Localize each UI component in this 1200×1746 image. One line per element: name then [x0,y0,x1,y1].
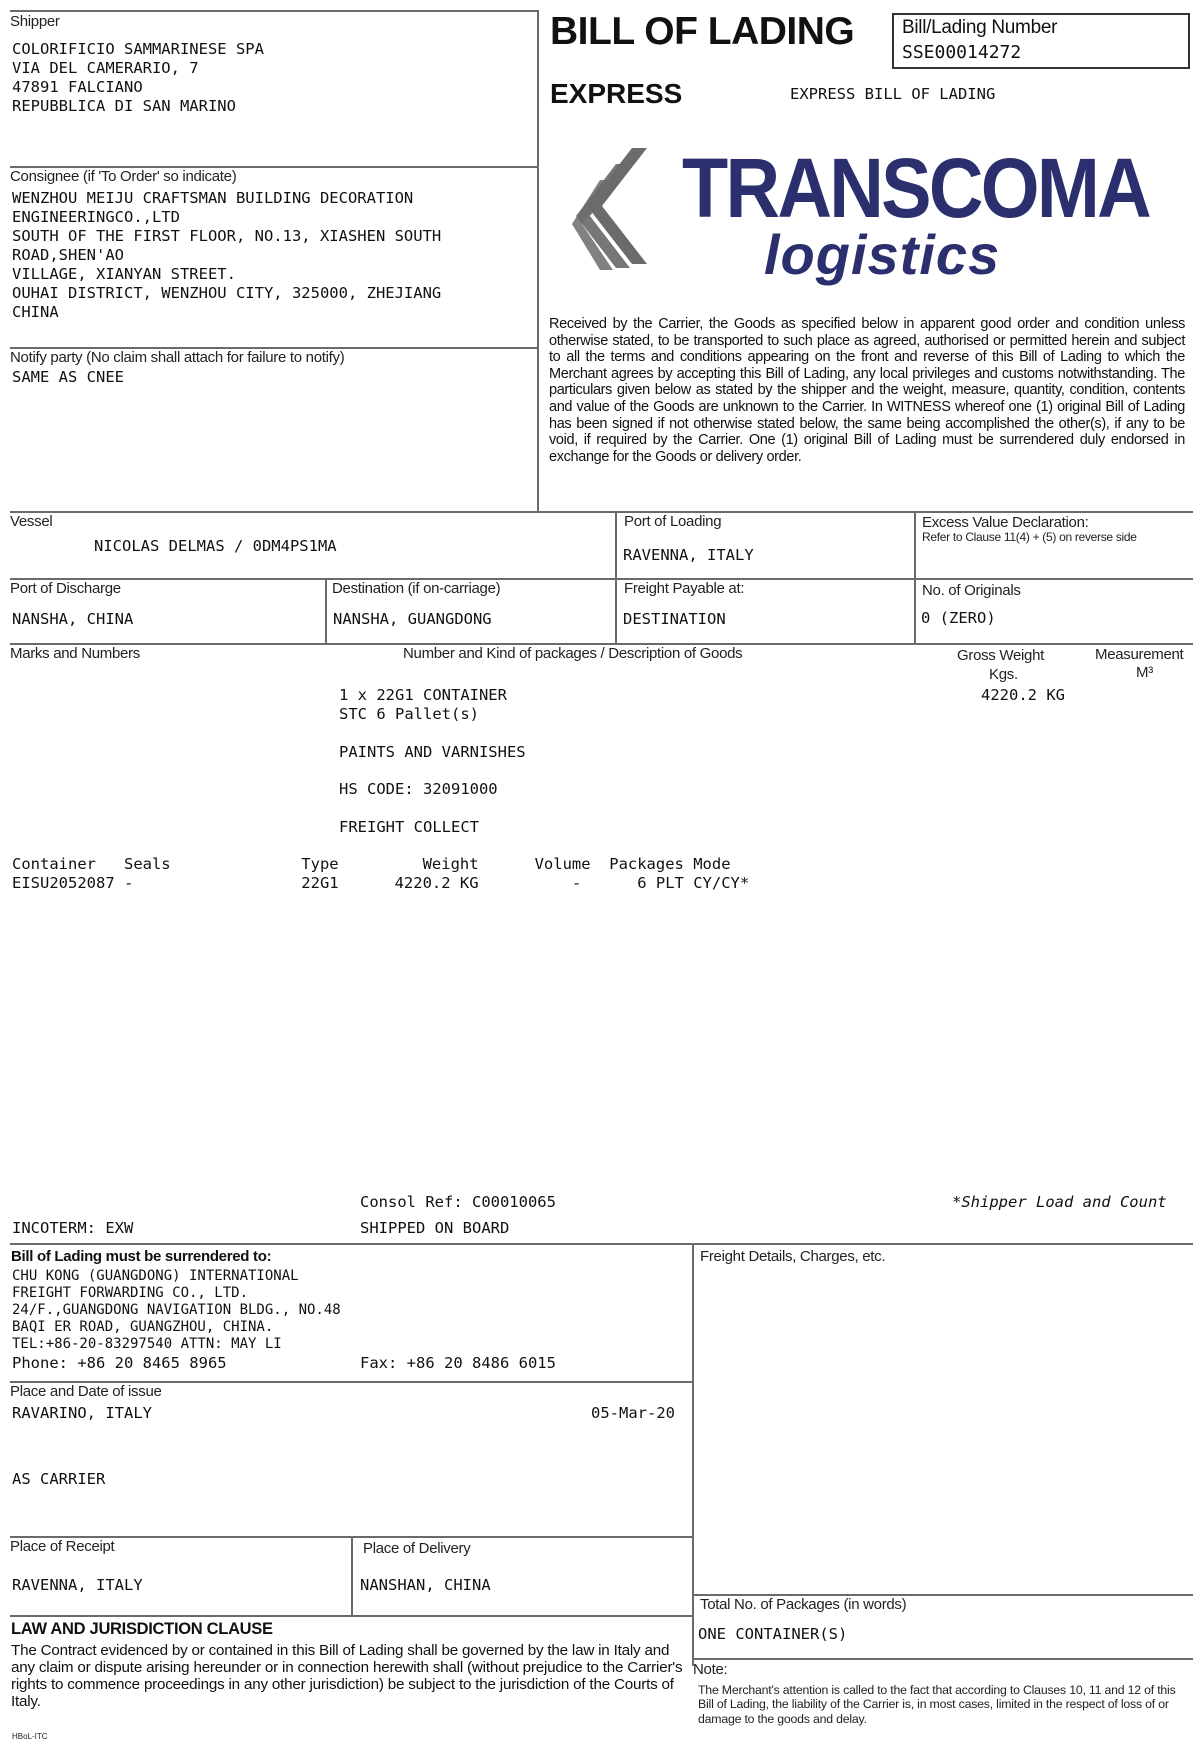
place-of-receipt-label: Place of Receipt [10,1538,115,1555]
divider [692,1658,1193,1660]
measurement-label: Measurement [1095,646,1184,663]
destination-label: Destination (if on-carriage) [332,580,501,597]
surrender-line: 24/F.,GUANGDONG NAVIGATION BLDG., NO.48 [12,1302,341,1318]
divider [537,10,539,512]
consignee-line: SOUTH OF THE FIRST FLOOR, NO.13, XIASHEN SOUTH [12,227,442,245]
logo-tagline: logistics [764,223,1001,286]
place-of-receipt-value: RAVENNA, ITALY [12,1576,143,1594]
incoterm: INCOTERM: EXW [12,1219,134,1237]
divider [10,1243,1193,1245]
vessel-value: NICOLAS DELMAS / 0DM4PS1MA [94,537,337,555]
excess-value-note: Refer to Clause 11(4) + (5) on reverse side [922,530,1137,544]
surrender-line: FREIGHT FORWARDING CO., LTD. [12,1285,249,1301]
total-packages-label: Total No. of Packages (in words) [700,1596,907,1613]
place-of-delivery-value: NANSHAN, CHINA [360,1576,491,1594]
form-code: HBoL-ITC [12,1732,48,1741]
kgs-label: Kgs. [989,666,1018,683]
divider [351,1536,353,1616]
excess-value-label: Excess Value Declaration: [922,514,1089,531]
divider [10,1615,693,1617]
bl-number: SSE00014272 [902,42,1022,63]
shipped-on-board: SHIPPED ON BOARD [360,1219,510,1237]
issue-place: RAVARINO, ITALY [12,1404,152,1422]
law-text: The Contract evidenced by or contained in this Bill of Lading shall be governed by the law in Italy and any claim or dispute arising hereunder or in connection herewith shall (without prejudice to the Carrier's rights to commence proceedings in any other jurisdiction) be subject to the jurisdiction of the Courts of Italy. [11,1642,683,1710]
note-label: Note: [693,1661,728,1678]
total-packages-value: ONE CONTAINER(S) [698,1625,848,1643]
port-of-discharge-value: NANSHA, CHINA [12,610,134,628]
divider [692,1243,694,1666]
surrender-fax: Fax: +86 20 8486 6015 [360,1354,556,1372]
goods-line: 1 x 22G1 CONTAINER [339,686,507,704]
surrender-label: Bill of Lading must be surrendered to: [11,1248,272,1265]
consignee-line: VILLAGE, XIANYAN STREET. [12,265,236,283]
express-text: EXPRESS BILL OF LADING [790,85,996,103]
divider [10,578,1193,580]
surrender-line: CHU KONG (GUANGDONG) INTERNATIONAL [12,1268,299,1284]
goods-line: HS CODE: 32091000 [339,780,498,798]
surrender-line: TEL:+86-20-83297540 ATTN: MAY LI [12,1336,282,1352]
freight-payable-label: Freight Payable at: [624,580,745,597]
shipper-line: COLORIFICIO SAMMARINESE SPA [12,40,264,58]
vessel-label: Vessel [10,513,53,530]
consignee-line: OUHAI DISTRICT, WENZHOU CITY, 325000, ZHEJIANG [12,284,442,302]
description-label: Number and Kind of packages / Description of Goods [403,645,743,662]
divider [10,10,538,12]
consignee-line: CHINA [12,303,59,321]
shipper-line: REPUBBLICA DI SAN MARINO [12,97,236,115]
gross-weight-value: 4220.2 KG [981,686,1065,704]
as-carrier: AS CARRIER [12,1470,106,1488]
consignee-line: WENZHOU MEIJU CRAFTSMAN BUILDING DECORATION [12,189,414,207]
document-title: BILL OF LADING [550,10,855,53]
note-text: The Merchant's attention is called to the fact that according to Clauses 10, 11 and 12 of this Bill of Lading, the liability of the Carrier is, in most cases, limited in the respect of loss of or damage to the goods and delay. [698,1683,1176,1726]
destination-value: NANSHA, GUANGDONG [333,610,492,628]
shipper-load-count: *Shipper Load and Count [952,1193,1167,1211]
marks-label: Marks and Numbers [10,645,140,662]
divider [325,578,327,644]
goods-line: STC 6 Pallet(s) [339,705,479,723]
container-table-row: EISU2052087 - 22G1 4220.2 KG - 6 PLT CY/CY* [12,874,750,892]
surrender-phone: Phone: +86 20 8465 8965 [12,1354,227,1372]
shipper-line: 47891 FALCIANO [12,78,143,96]
shipper-line: VIA DEL CAMERARIO, 7 [12,59,199,77]
goods-line: FREIGHT COLLECT [339,818,479,836]
company-logo [572,141,1152,286]
logo-mark-icon [572,146,652,286]
originals-label: No. of Originals [922,582,1021,599]
issue-label: Place and Date of issue [10,1383,162,1400]
goods-line: PAINTS AND VARNISHES [339,743,526,761]
consignee-label: Consignee (if 'To Order' so indicate) [10,168,237,185]
consignee-line: ROAD,SHEN'AO [12,246,124,264]
divider [10,511,1193,513]
m3-label: M³ [1136,664,1153,681]
surrender-line: BAQI ER ROAD, GUANGZHOU, CHINA. [12,1319,274,1335]
freight-details-label: Freight Details, Charges, etc. [700,1248,886,1265]
carrier-terms: Received by the Carrier, the Goods as specified below in apparent good order and condition unless otherwise stated, to be transported to such place as agreed, authorised or permitted herein and subject to all the terms and conditions appearing on the front and reverse of this Bill of Lading to which the Merchant agrees by accepting this Bill of Lading, any local privileges and customs notwithstanding. The particulars given below as stated by the shipper and the weight, measure, quantity, condition, contents and value of the Goods are unknown to the Carrier. In WITNESS whereof one (1) original Bill of Lading has been signed if not otherwise stated below, the same being accomplished the other(s), if any to be void, if required by the Carrier. One (1) original Bill of Lading must be surrendered duly endorsed in exchange for the Goods or delivery order. [549,316,1185,465]
shipper-label: Shipper [10,13,60,30]
port-of-loading-value: RAVENNA, ITALY [623,546,754,564]
originals-value: 0 (ZERO) [921,609,996,627]
consol-ref: Consol Ref: C00010065 [360,1193,556,1211]
consignee-line: ENGINEERINGCO.,LTD [12,208,180,226]
bl-number-label: Bill/Lading Number [902,17,1058,38]
logo-name: TRANSCOMA [682,141,1150,235]
law-title: LAW AND JURISDICTION CLAUSE [11,1620,273,1638]
gross-weight-label: Gross Weight [957,647,1044,664]
port-of-loading-label: Port of Loading [624,513,722,530]
container-table-header: Container Seals Type Weight Volume Packages Mode [12,855,731,873]
issue-date: 05-Mar-20 [591,1404,675,1422]
notify-value: SAME AS CNEE [12,368,124,386]
notify-label: Notify party (No claim shall attach for failure to notify) [10,349,345,366]
freight-payable-value: DESTINATION [623,610,726,628]
port-of-discharge-label: Port of Discharge [10,580,121,597]
document-subtitle: EXPRESS [550,78,683,109]
place-of-delivery-label: Place of Delivery [363,1540,471,1557]
